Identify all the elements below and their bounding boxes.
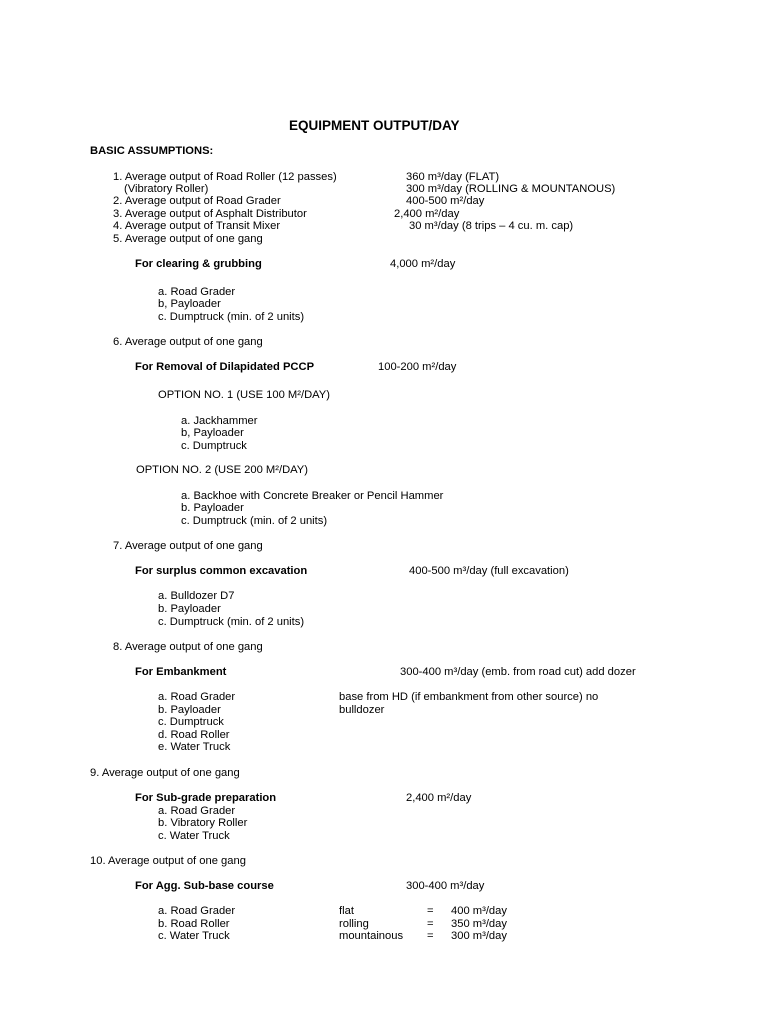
clearing-heading: For clearing & grubbing xyxy=(135,258,262,270)
list-item: b, Payloader xyxy=(158,298,221,310)
assumption-4: 4. Average output of Transit Mixer xyxy=(113,220,281,232)
assumption-1b: (Vibratory Roller) xyxy=(124,183,209,195)
section-8-value: 300-400 m³/day (emb. from road cut) add dozer xyxy=(400,666,636,678)
equals-sign: = xyxy=(427,930,434,942)
terrain-rate: 350 m³/day xyxy=(451,918,507,930)
assumption-1-value: 360 m³/day (FLAT) xyxy=(406,171,500,183)
list-item: b. Payloader xyxy=(158,603,221,615)
assumption-5: 5. Average output of one gang xyxy=(113,233,263,245)
list-item: c. Dumptruck (min. of 2 units) xyxy=(181,515,328,527)
equals-sign: = xyxy=(427,918,434,930)
section-8-heading: For Embankment xyxy=(135,666,227,678)
option-2-heading: OPTION NO. 2 (USE 200 M²/DAY) xyxy=(136,464,308,476)
section-7-heading: For surplus common excavation xyxy=(135,565,308,577)
list-item: c. Water Truck xyxy=(158,830,230,842)
terrain-rate: 300 m³/day xyxy=(451,930,507,942)
terrain-label: mountainous xyxy=(339,930,404,942)
list-item: c. Dumptruck (min. of 2 units) xyxy=(158,616,305,628)
equals-sign: = xyxy=(427,905,434,917)
terrain-label: rolling xyxy=(339,918,369,930)
list-item: b. Road Roller xyxy=(158,918,230,930)
list-item: a. Jackhammer xyxy=(181,415,258,427)
terrain-label: flat xyxy=(339,905,354,917)
assumption-1: 1. Average output of Road Roller (12 passes) xyxy=(113,171,337,183)
list-item: b. Vibratory Roller xyxy=(158,817,248,829)
basic-assumptions-heading: BASIC ASSUMPTIONS: xyxy=(90,145,214,157)
list-item: b. Payloader xyxy=(181,502,244,514)
section-10-intro: 10. Average output of one gang xyxy=(90,855,246,867)
terrain-rate: 400 m³/day xyxy=(451,905,507,917)
list-item: c. Dumptruck xyxy=(181,440,247,452)
assumption-2: 2. Average output of Road Grader xyxy=(113,195,281,207)
section-6-intro: 6. Average output of one gang xyxy=(113,336,263,348)
option-1-heading: OPTION NO. 1 (USE 100 M²/DAY) xyxy=(158,389,330,401)
list-item: a. Road Grader xyxy=(158,805,236,817)
assumption-1b-value: 300 m³/day (ROLLING & MOUNTANOUS) xyxy=(406,183,616,195)
assumption-3-value: 2,400 m²/day xyxy=(394,208,460,220)
section-9-intro: 9. Average output of one gang xyxy=(90,767,240,779)
section-7-intro: 7. Average output of one gang xyxy=(113,540,263,552)
list-item: a. Road Grader xyxy=(158,905,236,917)
section-9-value: 2,400 m²/day xyxy=(406,792,472,804)
list-item: c. Dumptruck xyxy=(158,716,224,728)
section-10-value: 300-400 m³/day xyxy=(406,880,485,892)
list-item: b, Payloader xyxy=(181,427,244,439)
section-8-note: bulldozer xyxy=(339,704,385,716)
section-8-intro: 8. Average output of one gang xyxy=(113,641,263,653)
list-item: a. Road Grader xyxy=(158,286,236,298)
list-item: c. Dumptruck (min. of 2 units) xyxy=(158,311,305,323)
list-item: d. Road Roller xyxy=(158,729,230,741)
section-6-heading: For Removal of Dilapidated PCCP xyxy=(135,361,315,373)
page-title: EQUIPMENT OUTPUT/DAY xyxy=(289,118,460,133)
section-10-heading: For Agg. Sub-base course xyxy=(135,880,274,892)
list-item: b. Payloader xyxy=(158,704,221,716)
list-item: a. Backhoe with Concrete Breaker or Pencil Hammer xyxy=(181,490,444,502)
clearing-value: 4,000 m²/day xyxy=(390,258,456,270)
list-item: a. Bulldozer D7 xyxy=(158,590,235,602)
section-7-value: 400-500 m³/day (full excavation) xyxy=(409,565,569,577)
list-item: e. Water Truck xyxy=(158,741,231,753)
list-item: c. Water Truck xyxy=(158,930,230,942)
assumption-2-value: 400-500 m²/day xyxy=(406,195,485,207)
section-6-value: 100-200 m²/day xyxy=(378,361,457,373)
list-item: a. Road Grader xyxy=(158,691,236,703)
assumption-4-value: 30 m³/day (8 trips – 4 cu. m. cap) xyxy=(409,220,574,232)
section-9-heading: For Sub-grade preparation xyxy=(135,792,277,804)
section-8-note: base from HD (if embankment from other source) no xyxy=(339,691,599,703)
assumption-3: 3. Average output of Asphalt Distributor xyxy=(113,208,307,220)
